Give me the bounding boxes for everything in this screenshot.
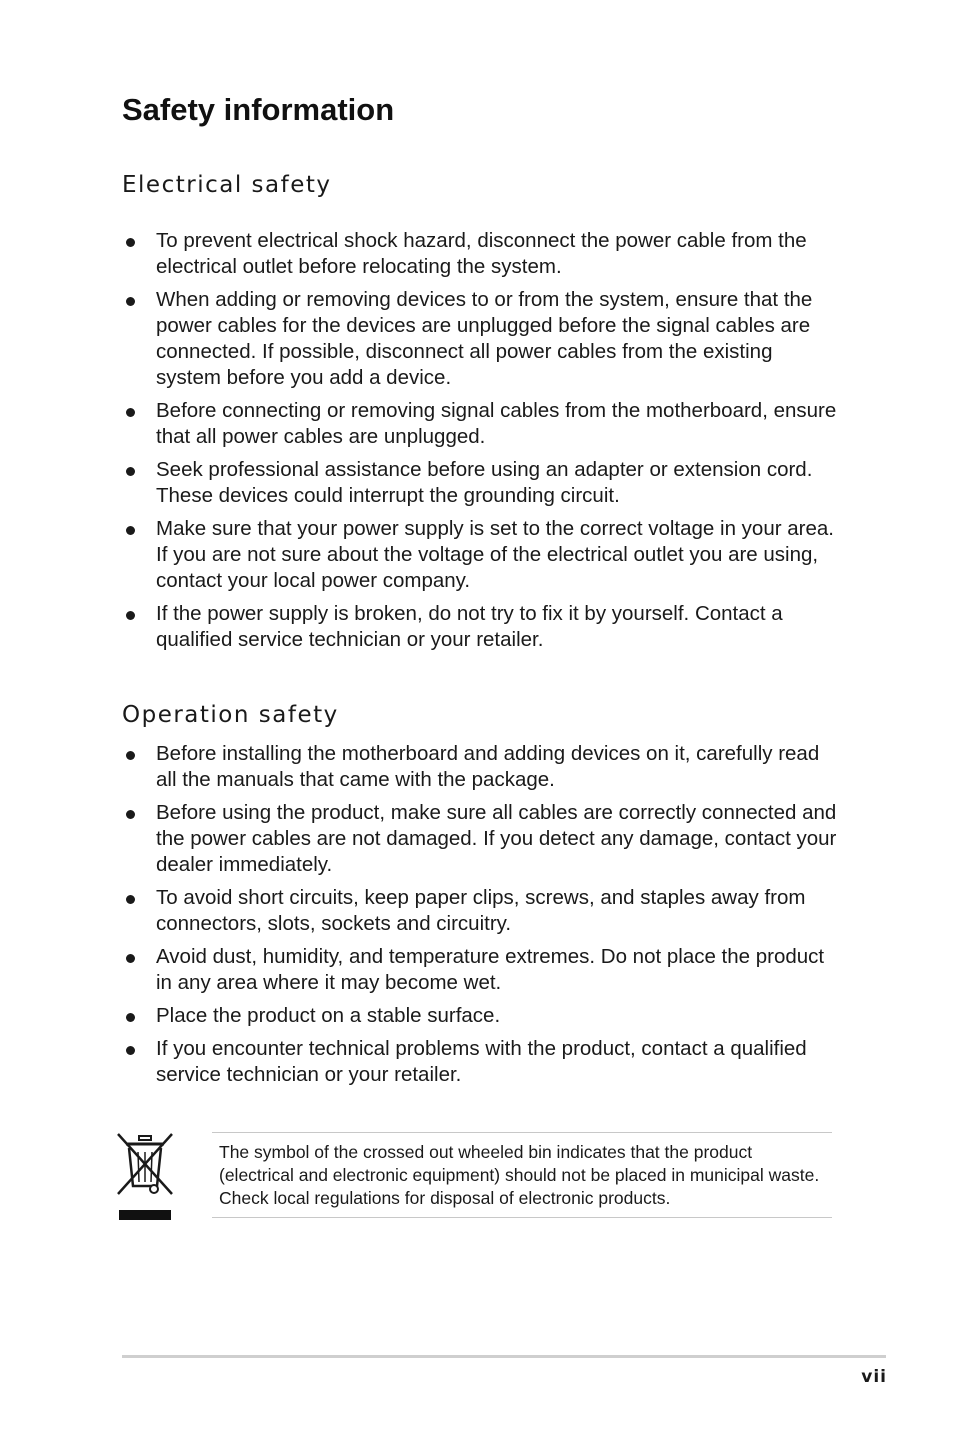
crossed-out-wheeled-bin-icon: [114, 1130, 176, 1222]
list-item: [122, 741, 842, 793]
bullet-icon: [126, 408, 135, 417]
bullet-icon: [126, 297, 135, 306]
list-item-text: If you encounter technical problems with the product, contact a qualified service technician or your retailer.: [156, 1037, 807, 1086]
list-item: [122, 800, 842, 878]
list-item: [122, 601, 842, 653]
page-number: vii: [861, 1367, 887, 1387]
bullet-icon: [126, 1013, 135, 1022]
list-item-text: When adding or removing devices to or from the system, ensure that the power cables for the devices are unplugged before the signal cables are connected. If possible, disconnect all power cables from the existing system before you add a device.: [156, 288, 813, 389]
electrical-safety-list: [122, 228, 842, 660]
bullet-icon: [126, 751, 135, 760]
list-item-text: Before installing the motherboard and adding devices on it, carefully read all the manuals that came with the package.: [156, 742, 820, 791]
list-item-text: If the power supply is broken, do not try to fix it by yourself. Contact a qualified service technician or your retailer.: [156, 602, 783, 651]
list-item: [122, 228, 842, 280]
section-heading-operation-safety: Operation safety: [122, 702, 339, 728]
operation-safety-list: [122, 741, 842, 1095]
list-item-text: Before using the product, make sure all cables are correctly connected and the power cables are not damaged. If you detect any damage, contact your dealer immediately.: [156, 801, 837, 876]
list-item: [122, 457, 842, 509]
bullet-icon: [126, 611, 135, 620]
note-box: [212, 1132, 832, 1218]
list-item: [122, 287, 842, 391]
list-item-text: Before connecting or removing signal cables from the motherboard, ensure that all power cables are unplugged.: [156, 399, 837, 448]
bullet-icon: [126, 810, 135, 819]
list-item: [122, 944, 842, 996]
bullet-icon: [126, 895, 135, 904]
bullet-icon: [126, 526, 135, 535]
bullet-icon: [126, 467, 135, 476]
note-text: The symbol of the crossed out wheeled bin indicates that the product (electrical and electronic equipment) should not be placed in municipal waste. Check local regulations for disposal of electronic products.: [219, 1142, 820, 1208]
list-item-text: To avoid short circuits, keep paper clips, screws, and staples away from connectors, slots, sockets and circuitry.: [156, 886, 806, 935]
bullet-icon: [126, 1046, 135, 1055]
list-item: [122, 1036, 842, 1088]
list-item: [122, 398, 842, 450]
bullet-icon: [126, 238, 135, 247]
page-title: Safety information: [122, 92, 395, 127]
list-item-text: Seek professional assistance before using an adapter or extension cord. These devices could interrupt the grounding circuit.: [156, 458, 813, 507]
list-item: [122, 516, 842, 594]
bullet-icon: [126, 954, 135, 963]
section-heading-electrical-safety: Electrical safety: [122, 172, 332, 198]
list-item-text: Avoid dust, humidity, and temperature extremes. Do not place the product in any area where it may become wet.: [156, 945, 825, 994]
list-item-text: To prevent electrical shock hazard, disconnect the power cable from the electrical outlet before relocating the system.: [156, 229, 807, 278]
list-item-text: Make sure that your power supply is set to the correct voltage in your area. If you are not sure about the voltage of the electrical outlet you are using, contact your local power company.: [156, 517, 834, 592]
list-item: [122, 1003, 842, 1029]
list-item-text: Place the product on a stable surface.: [156, 1004, 501, 1027]
list-item: [122, 885, 842, 937]
footer-divider: [122, 1355, 886, 1358]
